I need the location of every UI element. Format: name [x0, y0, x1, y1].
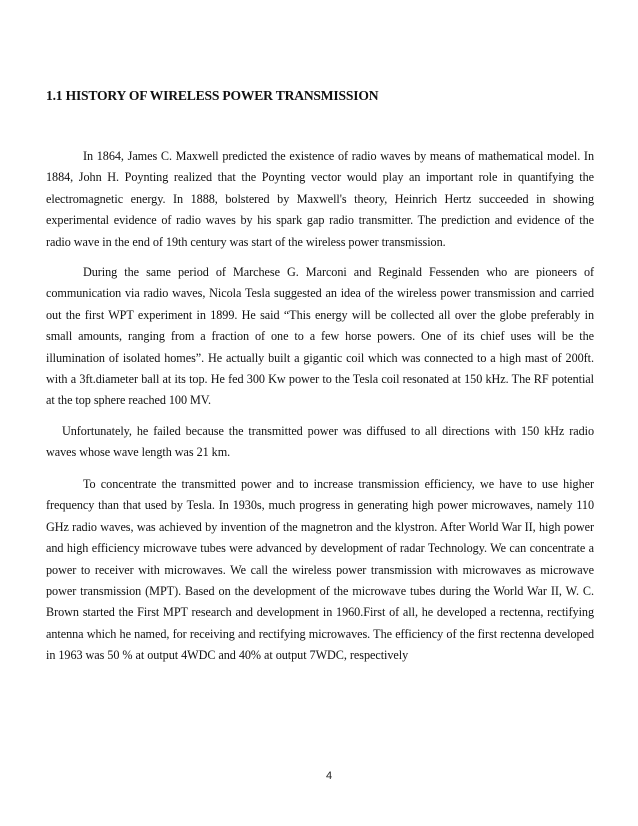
- page-number: 4: [325, 770, 333, 782]
- paragraph-tesla-failure: Unfortunately, he failed because the transmitted power was diffused to all directions with 150 kHz radio waves whose wave length was 21 km.: [46, 424, 594, 460]
- paragraph-maxwell-hertz: In 1864, James C. Maxwell predicted the existence of radio waves by means of mathematical model. In 1884, John H. Poynting realized that the Poynting vector would play an important role in quantifying the electromagnetic energy. In 1888, bolstered by Maxwell's theory, Heinrich Hertz succeeded in showing experimental evidence of radio waves by his spark gap radio transmitter. The prediction and evidence of the radio wave in the end of 19th century was start of the wireless power transmission.: [46, 149, 594, 249]
- paragraph-tesla-experiment: During the same period of Marchese G. Marconi and Reginald Fessenden who are pioneers of communication via radio waves, Nicola Tesla suggested an idea of the wireless power transmission and carried out the first WPT experiment in 1899. He said “This energy will be collected all over the globe preferably in small amounts, ranging from a fraction of one to a few horse powers. One of its chief uses will be the illumination of isolated homes”. He actually built a gigantic coil which was connected to a high mast of 200ft. with a 3ft.diameter ball at its top. He fed 300 Kw power to the Tesla coil resonated at 150 kHz. The RF potential at the top sphere reached 100 MV.: [46, 265, 594, 408]
- section-heading: 1.1 HISTORY OF WIRELESS POWER TRANSMISSION: [46, 88, 379, 103]
- paragraph-microwave-transmission: To concentrate the transmitted power and to increase transmission efficiency, we have to use higher frequency than that used by Tesla. In 1930s, much progress in generating high power microwaves, namely 110 GHz radio waves, was achieved by invention of the magnetron and the klystron. After World War II, high power and high efficiency microwave tubes were advanced by development of radar Technology. We can concentrate a power to receiver with microwaves. We call the wireless power transmission with microwaves as microwave power transmission (MPT). Based on the development of the microwave tubes during the World War II, W. C. Brown started the First MPT research and development in 1960.First of all, he developed a rectenna, rectifying antenna which he named, for receiving and rectifying microwaves. The efficiency of the first rectenna developed in 1963 was 50 % at output 4WDC and 40% at output 7WDC, respectively: [46, 477, 594, 663]
